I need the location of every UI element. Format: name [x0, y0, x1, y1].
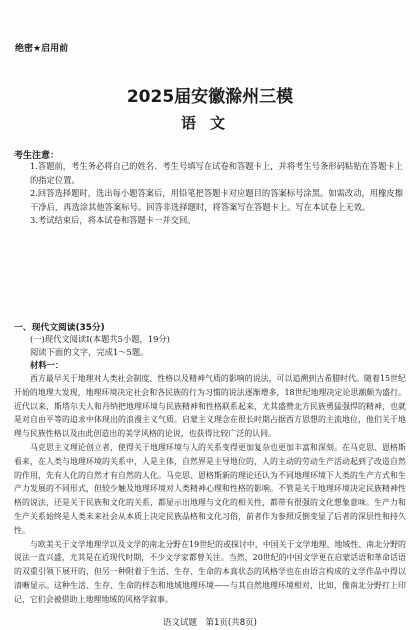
passage-paragraph: 马克思主义理论创立者，使得关于地理环境与人的关系变得更加复杂也更加丰富和深刻。在马克思、恩格斯看来，在人类与地理环境的关系中，人是主体，自然界是主导地位的，人的主动的劳动生产活动起到了改造自然的作用，先有人化的自然才有自然的人化。马克思、恩格斯新的理论还认为不同地理环境下人类的生产方式和生产力发展的不同形式，但较少触及地理环境对人类精神心理和性格的影响。不管是关于地理环境决定民族精神性格的说法，还是关于民族和文化的关系，都显示出地理与文化的相关性，都带有很强的文化想象意味。生产力和生产关系始终是人类未来社会从本质上决定民族品格和文化习俗，前者作为参照反倒变显了后者的深层性和持久性。: [14, 442, 406, 535]
passage-paragraph: 与欧美关于文学地理学以及文学的南北分野在19世纪的或探讨中，中国关于文学地理、地域性、南北分野的说法一直兴盛，尤其是在近现代时期，不少文学家都曾关注。当然，20世纪的中国文学更在启蒙话语和革命话语的双重引领下展开的，但另一种附着于生活、生存、生命的本真状态的风格学也在由语言构成的文学作品中得以清晰显示。这种生活、生存、生命的样态和地域地理环境——与其自然地理环境相对，比如，像南北分野打上印记，它们会被借助上地理地域的风格学叙事。: [14, 539, 406, 604]
subject-title: 语文: [180, 114, 239, 132]
exam-title: 2025届安徽滁州三模: [126, 87, 294, 107]
section-heading: 一、现代文阅读(35分): [14, 323, 105, 333]
material-label: 材料一：: [30, 360, 64, 370]
notice-list: [30, 160, 410, 228]
passage-paragraph: 西方最早关于地理对人类社会制度、性格以及精神气质的影响的说法，可以追溯到古希腊时代。随着15世纪开始的地理大发现，地理环境决定社会和各民族的行为习惯的说法逐渐增多，18世纪地理决定论思潮颇为盛行。近代以来，斯塔尔夫人和丹纳把地理环境与民族精神和性格联系起来，尤其盛赞北方民族勇猛强悍的精神，也就是对自由平等的追求中体现出的浪漫主义气质。启蒙主义理念在很长时期占据西方思想的主流地位，他们关于地理与民族性格以及由此创造出的美学风格的论说，也获得比较广泛的认同。: [14, 374, 406, 439]
instruction-text: 阅读下面的文字，完成1～5题。: [30, 347, 149, 357]
secret-mark: 绝密★启用前: [15, 44, 69, 54]
notice-heading: 考生注意：: [14, 151, 60, 161]
reading-intro: [30, 333, 410, 372]
passage-body: [14, 372, 406, 607]
notice-item: 1.答题前，考生务必将自己的姓名、考生号填写在试卷和答题卡上，并将考生号条形码粘贴在答题卡上的指定位置。: [30, 161, 403, 185]
notice-item: 2.回答选择题时，选出每小题答案后，用铅笔把答题卡对应题目的答案标号涂黑。如需改动，用橡皮擦干净后，再选涂其他答案标号。回答非选择题时，将答案写在答题卡上。写在本试卷上无效。: [30, 188, 403, 212]
subsection-heading: (一)现代文阅读Ⅰ(本题共5小题，19分): [30, 334, 170, 344]
page-footer: 语文试题 第1页(共8页): [163, 618, 257, 628]
notice-item: 3.考试结束后，将本试卷和答题卡一并交回。: [30, 215, 196, 225]
